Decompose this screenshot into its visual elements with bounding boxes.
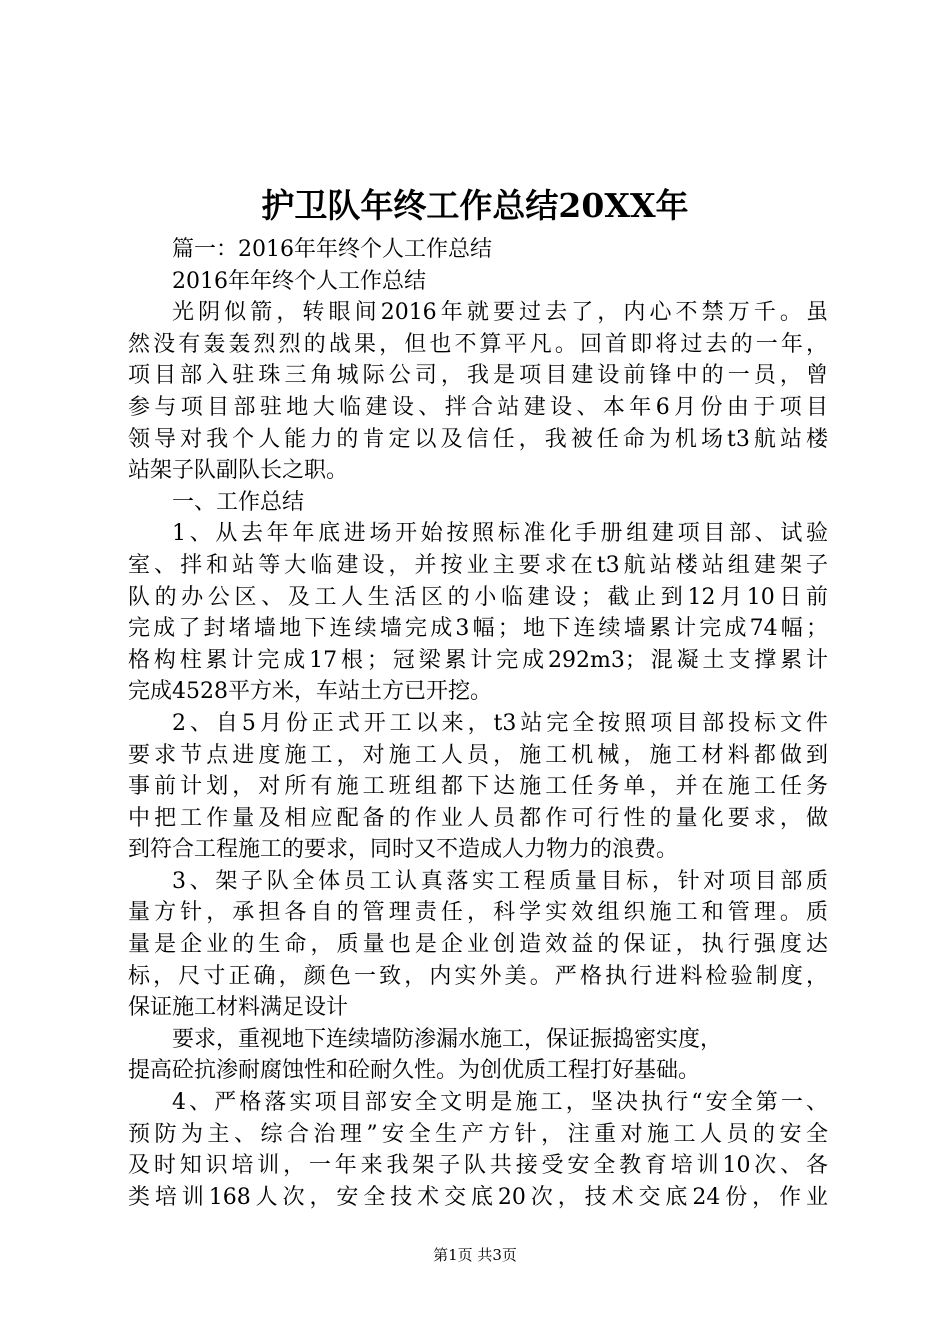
page-footer: 第1页 共3页: [433, 1246, 517, 1264]
text-line: 提高砼抗渗耐腐蚀性和砼耐久性。为创优质工程打好基础。: [128, 1058, 701, 1084]
text-line: 4、严格落实项目部安全文明是施工，坚决执行“安全第一、: [172, 1090, 828, 1116]
document-title: 护卫队年终工作总结20XX年: [261, 186, 689, 225]
text-line: 保证施工材料满足设计: [128, 995, 349, 1021]
text-line: 室、拌和站等大临建设，并按业主要求在t3航站楼站组建架子: [128, 552, 828, 578]
text-line: 完成4528平方米，车站土方已开挖。: [128, 679, 492, 705]
text-line: 站架子队副队长之职。: [128, 458, 349, 484]
text-line: 预防为主、综合治理”安全生产方针，注重对施工人员的安全: [128, 1121, 828, 1147]
text-line: 2、自5月份正式开工以来，t3站完全按照项目部投标文件: [172, 710, 828, 736]
text-line: 及时知识培训，一年来我架子队共接受安全教育培训10次、各: [128, 1153, 828, 1179]
text-line: 中把工作量及相应配备的作业人员都作可行性的量化要求，做: [128, 805, 828, 831]
text-line: 3、架子队全体员工认真落实工程质量目标，针对项目部质: [172, 868, 828, 894]
text-line: 1、从去年年底进场开始按照标准化手册组建项目部、试验: [172, 521, 828, 547]
text-line: 2016年年终个人工作总结: [172, 268, 426, 294]
text-line: 参与项目部驻地大临建设、拌合站建设、本年6月份由于项目: [128, 394, 828, 420]
text-line: 要求，重视地下连续墙防渗漏水施工，保证振捣密实度，: [172, 1026, 723, 1052]
text-line: 光阴似箭，转眼间2016年就要过去了，内心不禁万千。虽: [172, 300, 828, 326]
text-line: 事前计划，对所有施工班组都下达施工任务单，并在施工任务: [128, 774, 828, 800]
text-line: 完成了封堵墙地下连续墙完成3幅；地下连续墙累计完成74幅；: [128, 616, 828, 642]
document-body: [128, 234, 828, 1213]
text-line: 一、工作总结: [172, 489, 305, 515]
text-line: 格构柱累计完成17根；冠梁累计完成292m3；混凝土支撑累计: [128, 647, 828, 673]
text-line: 量方针，承担各自的管理责任，科学实效组织施工和管理。质: [128, 900, 828, 926]
text-line: 类培训168人次，安全技术交底20次，技术交底24份，作业: [128, 1184, 828, 1210]
text-line: 项目部入驻珠三角城际公司，我是项目建设前锋中的一员，曾: [128, 363, 828, 389]
text-line: 到符合工程施工的要求，同时又不造成人力物力的浪费。: [128, 837, 679, 863]
text-line: 量是企业的生命，质量也是企业创造效益的保证，执行强度达: [128, 932, 828, 958]
text-line: 要求节点进度施工，对施工人员，施工机械，施工材料都做到: [128, 742, 828, 768]
text-line: 队的办公区、及工人生活区的小临建设；截止到12月10日前: [128, 584, 828, 610]
text-line: 然没有轰轰烈烈的战果，但也不算平凡。回首即将过去的一年，: [128, 331, 828, 357]
text-line: 篇一：2016年年终个人工作总结: [172, 237, 492, 262]
text-line: 标，尺寸正确，颜色一致，内实外美。严格执行进料检验制度，: [128, 963, 828, 989]
text-line: 领导对我个人能力的肯定以及信任，我被任命为机场t3航站楼: [128, 426, 828, 452]
